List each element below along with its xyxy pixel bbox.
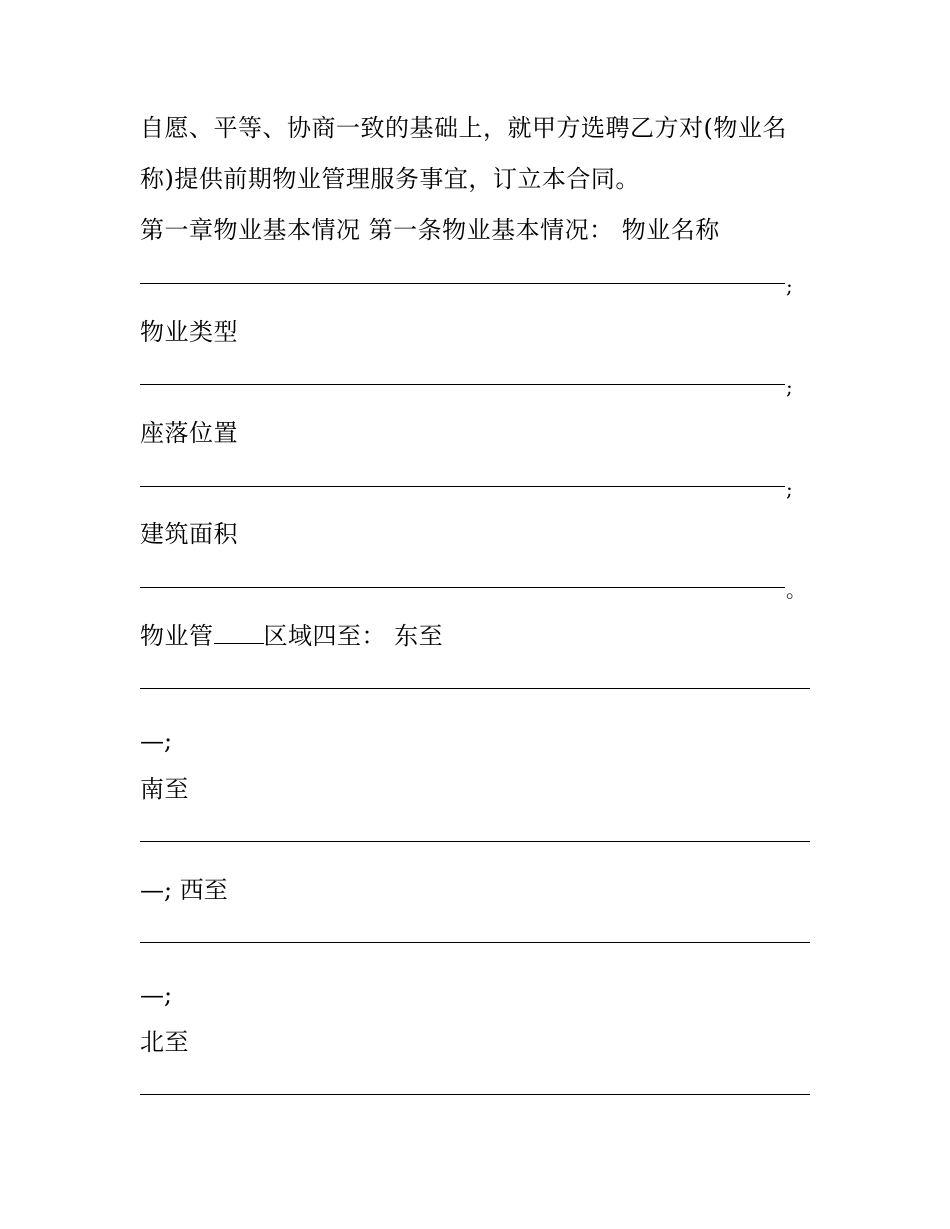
east-boundary-end-mark: —; (140, 727, 173, 755)
building-area-blank (140, 587, 785, 588)
paragraph-line-1: 自愿、平等、协商一致的基础上，就甲方选聘乙方对(物业名 (140, 114, 787, 142)
property-name-blank (140, 283, 785, 284)
chapter-heading-line: 第一章物业基本情况 第一条物业基本情况： 物业名称 (140, 216, 720, 244)
east-boundary-blank (140, 688, 810, 689)
north-boundary-label: 北至 (140, 1028, 189, 1056)
south-end-west-label: —; 西至 (140, 876, 228, 904)
property-type-label: 物业类型 (140, 318, 238, 346)
location-end-mark: ; (786, 477, 793, 501)
boundary-intro-suffix: 区域四至： 东至 (263, 622, 444, 650)
south-boundary-blank (140, 841, 810, 842)
south-boundary-label: 南至 (140, 775, 189, 803)
property-type-blank (140, 384, 785, 385)
north-boundary-blank (140, 1094, 810, 1095)
management-blank (214, 621, 264, 644)
building-area-end-mark: 。 (786, 578, 806, 602)
location-blank (140, 486, 785, 487)
property-name-end-mark: ; (786, 274, 793, 298)
west-boundary-end-mark: —; (140, 981, 173, 1009)
boundary-intro-line (140, 621, 443, 651)
west-boundary-blank (140, 942, 810, 943)
property-type-end-mark: ; (786, 375, 793, 399)
paragraph-line-2: 称)提供前期物业管理服务事宜，订立本合同。 (140, 165, 640, 193)
location-label: 座落位置 (140, 419, 238, 447)
boundary-intro-prefix: 物业管 (140, 622, 214, 650)
building-area-label: 建筑面积 (140, 520, 238, 548)
